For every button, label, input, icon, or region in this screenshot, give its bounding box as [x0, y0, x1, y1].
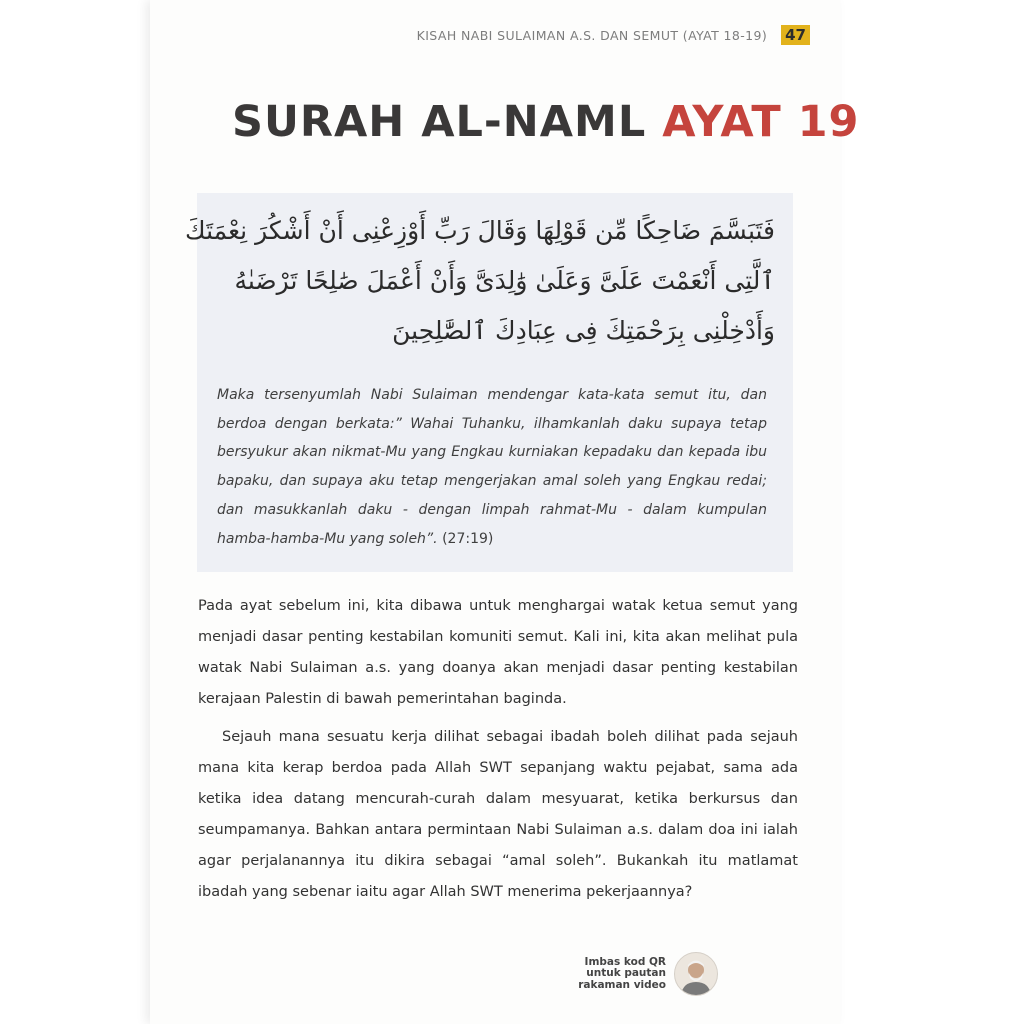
body-paragraph-2: Sejauh mana sesuatu kerja dilihat sebagai ibadah boleh dilihat pada sejauh mana kita kerap berdoa pada Allah SWT sepanjang waktu pejabat, sama ada ketika idea datang mencurah-curah dalam mesyuarat, ketika berkursus dan seumpamanya. Bahkan antara permintaan Nabi Sulaiman a.s. dalam doa ini ialah agar perjalanannya itu dikira sebagai “amal soleh”. Bukankah itu matlamat ibadah yang sebenar iaitu agar Allah SWT menerima pekerjaannya? — [198, 729, 798, 900]
section-heading — [232, 97, 860, 161]
qr-caption-line: Imbas kod QR — [584, 955, 666, 968]
verse-reference: (27:19) — [442, 530, 494, 547]
qr-caption-line: untuk pautan — [586, 967, 666, 980]
body-paragraph-1: Pada ayat sebelum ini, kita dibawa untuk menghargai watak ketua semut yang menjadi dasar penting kestabilan komuniti semut. Kali ini, kita akan melihat pula watak Nabi Sulaiman a.s. yang doanya akan menjadi dasar penting kestabilan kerajaan Palestin di bawah pemerintahan baginda. — [198, 598, 798, 707]
person-icon — [675, 953, 717, 995]
arabic-line: فَتَبَسَّمَ ضَاحِكًا مِّن قَوْلِهَا وَقَالَ رَبِّ أَوْزِعْنِى أَنْ أَشْكُرَ نِعْمَتَكَ — [185, 216, 775, 245]
qr-note — [560, 951, 718, 997]
qr-caption — [578, 957, 666, 992]
heading-accent: AYAT 19 — [662, 97, 860, 147]
verse-translation — [217, 381, 767, 553]
heading-main: SURAH AL-NAML — [232, 97, 663, 147]
translation-text: Maka tersenyumlah Nabi Sulaiman mendengar kata-kata semut itu, dan berdoa dengan berkata:” Wahai Tuhanku, ilhamkanlah daku supaya tetap bersyukur akan nikmat-Mu yang Engkau kurniakan kepadaku dan kepada ibu bapaku, dan supaya aku tetap mengerjakan amal soleh yang Engkau redai; dan masukkanlah daku - dengan limpah rahmat-Mu - dalam kumpulan hamba-hamba-Mu yang soleh”. — [217, 387, 767, 547]
page-number: 47 — [781, 25, 810, 45]
qr-caption-line: rakaman video — [578, 978, 666, 991]
chapter-title: KISAH NABI SULAIMAN A.S. DAN SEMUT (AYAT 18-19) — [416, 27, 768, 43]
avatar — [674, 952, 718, 996]
running-header — [416, 24, 810, 46]
arabic-line: ٱلَّتِى أَنْعَمْتَ عَلَىَّ وَعَلَىٰ وَٰلِدَىَّ وَأَنْ أَعْمَلَ صَٰلِحًا تَرْضَىٰهُ — [234, 266, 775, 295]
arabic-line: وَأَدْخِلْنِى بِرَحْمَتِكَ فِى عِبَادِكَ ٱلصَّٰلِحِينَ — [392, 316, 775, 345]
arabic-verse — [185, 206, 775, 366]
